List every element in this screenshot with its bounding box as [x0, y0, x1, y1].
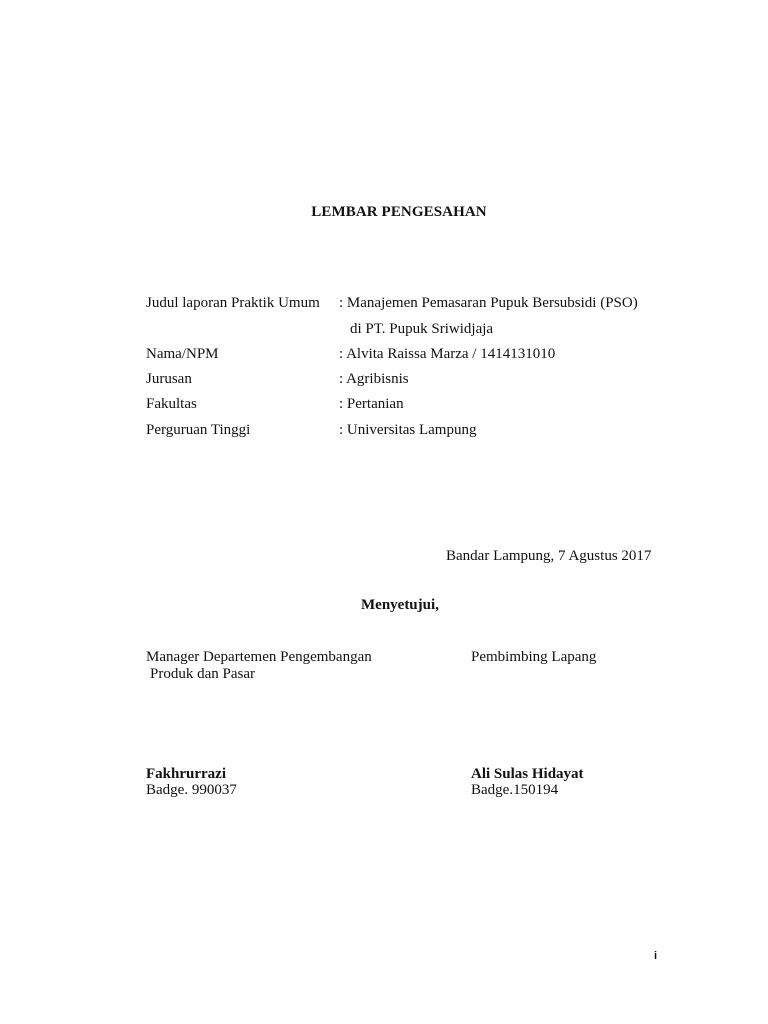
- field-value-perguruan-tinggi: : Universitas Lampung: [339, 422, 477, 438]
- signatory-left-badge: Badge. 990037: [146, 782, 237, 798]
- field-label-nama-npm: Nama/NPM: [146, 346, 219, 362]
- signatory-right-badge: Badge.150194: [471, 782, 559, 798]
- field-label-jurusan: Jurusan: [146, 371, 192, 387]
- field-label-judul: Judul laporan Praktik Umum: [146, 295, 320, 311]
- field-value-judul-continuation: di PT. Pupuk Sriwidjaja: [350, 321, 494, 337]
- place-date: Bandar Lampung, 7 Agustus 2017: [446, 548, 652, 564]
- field-value-jurusan: : Agribisnis: [339, 371, 409, 387]
- page-number: i: [654, 950, 658, 962]
- field-label-fakultas: Fakultas: [146, 396, 197, 412]
- field-value-nama-npm: : Alvita Raissa Marza / 1414131010: [339, 346, 556, 362]
- field-label-perguruan-tinggi: Perguruan Tinggi: [146, 422, 251, 438]
- field-value-fakultas: : Pertanian: [339, 396, 404, 412]
- document-title: LEMBAR PENGESAHAN: [311, 204, 487, 220]
- signatory-left-role-line2: Produk dan Pasar: [150, 666, 255, 682]
- field-value-judul: : Manajemen Pemasaran Pupuk Bersubsidi (PSO): [339, 295, 638, 311]
- signatory-right-role: Pembimbing Lapang: [471, 649, 597, 665]
- signatory-left-role: Manager Departemen Pengembangan: [146, 649, 372, 665]
- approval-heading: Menyetujui,: [361, 597, 439, 613]
- signatory-right-name: Ali Sulas Hidayat: [471, 766, 584, 782]
- signatory-left-name: Fakhrurrazi: [146, 766, 226, 782]
